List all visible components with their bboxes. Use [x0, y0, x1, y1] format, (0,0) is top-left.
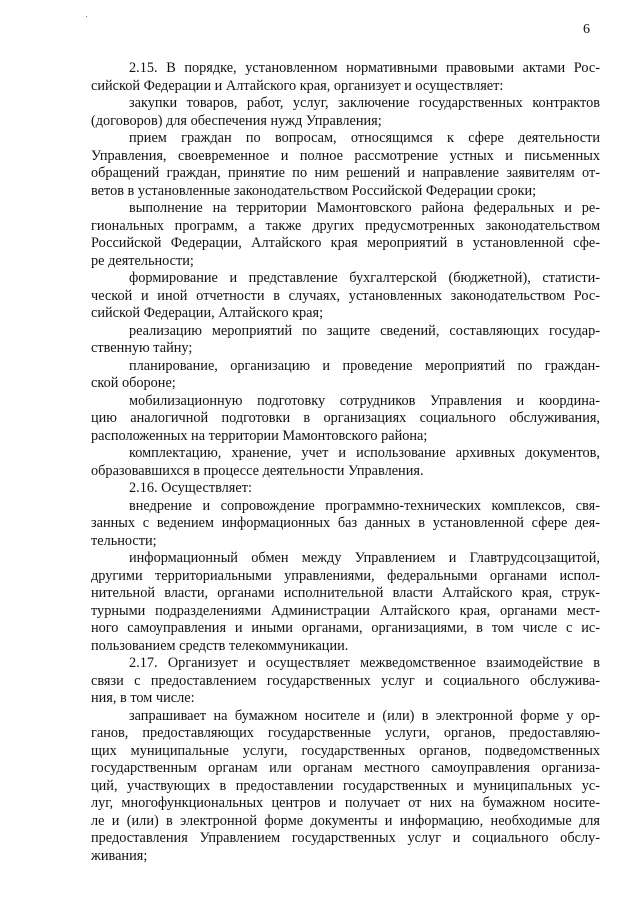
- text-line: нительной власти, органами исполнительной власти Алтайского края, струк-: [91, 585, 600, 601]
- text-line: Российской Федерации, Алтайского края мероприятий в установленной сфе-: [91, 235, 600, 251]
- text-line: связи с предоставлением государственных услуг и социального обслужива-: [91, 672, 600, 689]
- text-line: формирование и представление бухгалтерской (бюджетной), статисти-: [129, 270, 600, 286]
- text-line: образовавшихся в процессе деятельности Управления.: [91, 462, 424, 479]
- scan-speck: [86, 16, 87, 17]
- text-line: сийской Федерации, Алтайского края;: [91, 305, 324, 321]
- text-line: ного самоуправления и иными органами, организациями, в том числе с ис-: [91, 620, 600, 636]
- text-line: тельности;: [91, 532, 157, 549]
- text-line: турными подразделениями Администрации Алтайского края, органами мест-: [91, 602, 600, 619]
- text-line: ческой и иной отчетности в случаях, установленных законодательством Рос-: [91, 287, 600, 304]
- text-line: ре деятельности;: [91, 252, 194, 269]
- text-line: государственным органам или органам местного самоуправления организа-: [91, 760, 600, 776]
- text-line: предоставления Управлением государственных услуг и социального обслу-: [91, 830, 600, 846]
- text-line: ния, в том числе:: [91, 690, 195, 706]
- text-line: 2.15. В порядке, установленном нормативными правовыми актами Рос-: [129, 60, 600, 76]
- text-line: занных с ведением информационных баз данных в установленной сфере дея-: [91, 515, 600, 531]
- text-line: луг, многофункциональных центров и получает от них на бумажном носите-: [91, 795, 600, 811]
- text-line: информационный обмен между Управлением и Главтрудсоцзащитой,: [129, 550, 600, 566]
- text-line: пользованием средств телекоммуникации.: [91, 637, 349, 654]
- text-line: расположенных на территории Мамонтовского района;: [91, 427, 428, 444]
- text-line: комплектацию, хранение, учет и использование архивных документов,: [129, 445, 600, 461]
- page-number: 6: [583, 22, 590, 37]
- text-line: ле и (или) в электронной форме документы и информацию, необходимые для: [91, 812, 600, 829]
- text-line: ской обороне;: [91, 375, 176, 391]
- text-line: ственную тайну;: [91, 340, 193, 356]
- text-line: живания;: [91, 847, 148, 864]
- text-line: ветов в установленные законодательством Российской Федерации сроки;: [91, 182, 537, 199]
- text-line: 2.16. Осуществляет:: [129, 480, 252, 496]
- text-line: внедрение и сопровождение программно-технических комплексов, свя-: [129, 497, 600, 514]
- text-line: прием граждан по вопросам, относящимся к сфере деятельности: [129, 130, 600, 146]
- text-line: запрашивает на бумажном носителе и (или) в электронной форме у ор-: [129, 707, 600, 724]
- text-line: сийской Федерации и Алтайского края, организует и осуществляет:: [91, 77, 504, 94]
- text-line: обращений граждан, принятие по ним решений и направление заявителям от-: [91, 165, 600, 181]
- text-line: 2.17. Организует и осуществляет межведомственное взаимодействие в: [129, 655, 600, 671]
- text-line: Управления, своевременное и полное рассмотрение устных и письменных: [91, 147, 600, 164]
- text-line: ций, участвующих в предоставлении государственных и муниципальных ус-: [91, 777, 600, 794]
- text-line: мобилизационную подготовку сотрудников Управления и координа-: [129, 392, 600, 409]
- text-line: реализацию мероприятий по защите сведений, составляющих государ-: [129, 322, 600, 339]
- text-line: щих муниципальные услуги, государственных органов, подведомственных: [91, 742, 600, 759]
- text-line: (договоров) для обеспечения нужд Управления;: [91, 112, 382, 129]
- text-line: выполнение на территории Мамонтовского района федеральных и ре-: [129, 200, 600, 216]
- text-line: гиональных программ, а также других предусмотренных законодательством: [91, 217, 600, 234]
- document-body: [91, 60, 600, 865]
- text-line: планирование, организацию и проведение мероприятий по граждан-: [129, 357, 600, 374]
- text-line: ганов, предоставляющих государственные услуги, органов, предоставляю-: [91, 725, 600, 741]
- text-line: цию аналогичной подготовки в организациях социального обслуживания,: [91, 410, 600, 426]
- text-line: другими территориальными управлениями, федеральными органами испол-: [91, 567, 600, 584]
- text-line: закупки товаров, работ, услуг, заключение государственных контрактов: [129, 95, 600, 111]
